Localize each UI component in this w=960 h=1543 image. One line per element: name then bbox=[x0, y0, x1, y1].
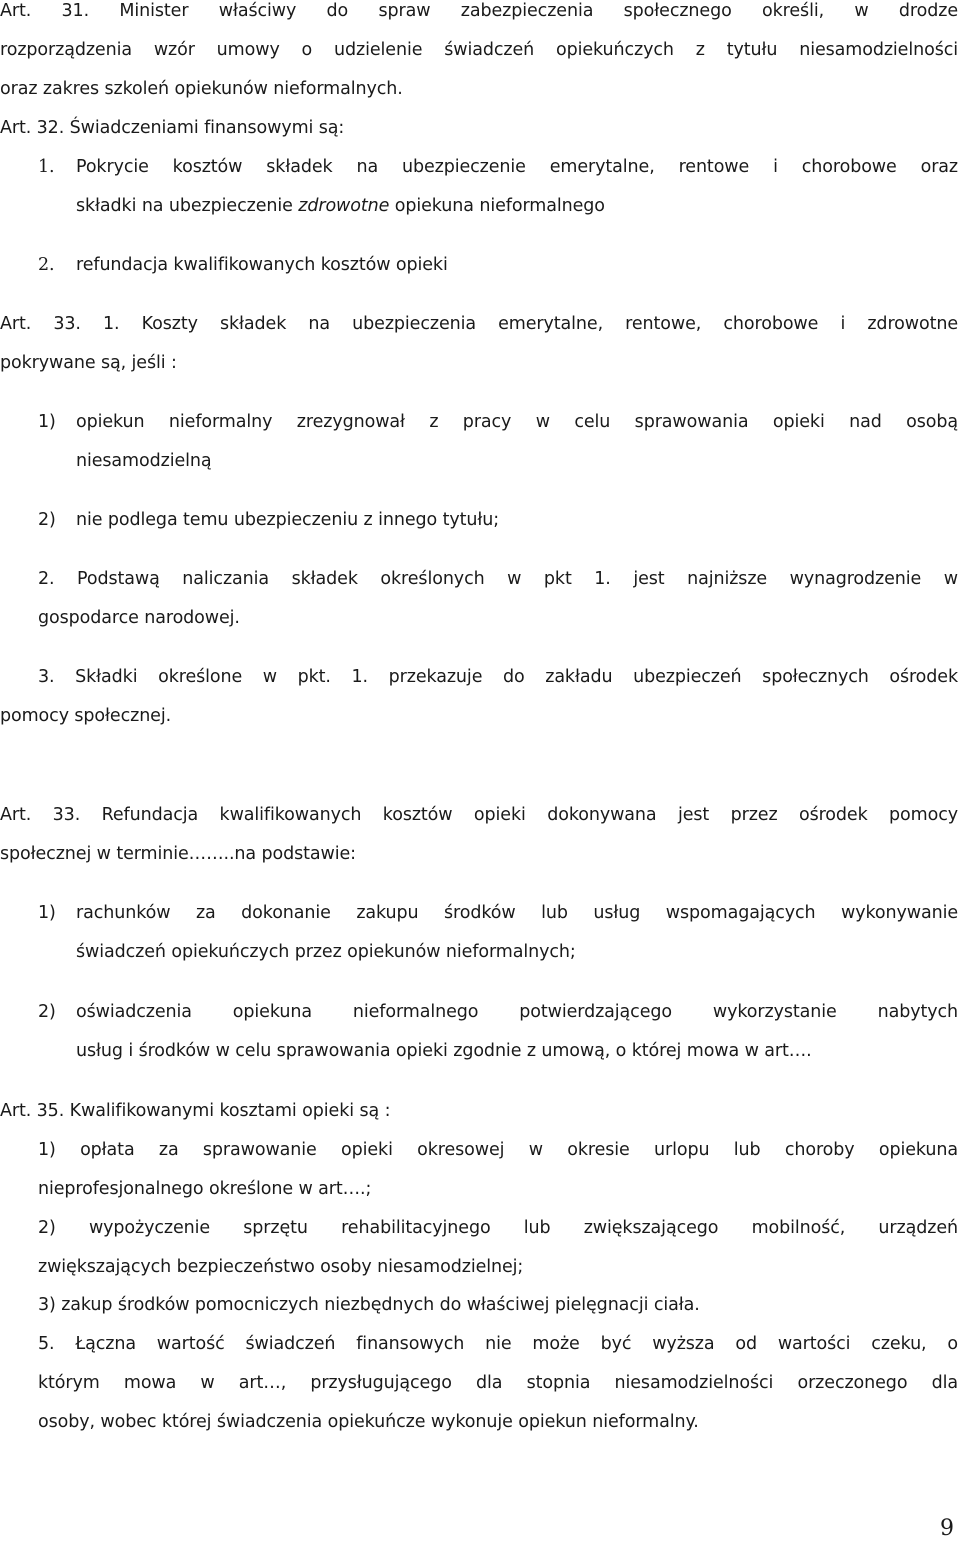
art35-point3-line1: 3) zakup środków pomocniczych niezbędnych do właściwej pielęgnacji ciała. bbox=[38, 1295, 700, 1315]
page-number: 9 bbox=[940, 1516, 954, 1541]
art32-item1-line1: Pokrycie kosztów składek na ubezpieczenie emerytalne, rentowe i chorobowe oraz bbox=[76, 157, 958, 177]
emphasis-zdrowotne: zdrowotne bbox=[298, 196, 390, 216]
art31-line1: Art. 31. Minister właściwy do spraw zabezpieczenia społecznego określi, w drodze bbox=[0, 1, 958, 21]
art35-point1-line2: nieprofesjonalnego określone w art….; bbox=[38, 1179, 372, 1199]
art33a-sec2-line2: gospodarce narodowej. bbox=[38, 608, 240, 628]
list-number: 1) bbox=[38, 412, 56, 432]
art33b-point2-line2: usług i środków w celu sprawowania opieki zgodnie z umową, o której mowa w art…. bbox=[76, 1041, 812, 1061]
art33b-line1: Art. 33. Refundacja kwalifikowanych kosztów opieki dokonywana jest przez ośrodek pomocy bbox=[0, 805, 958, 825]
art33a-point2-text: nie podlega temu ubezpieczeniu z innego tytułu; bbox=[76, 510, 499, 530]
art33b-point1-line2: świadczeń opiekuńczych przez opiekunów nieformalnych; bbox=[76, 942, 576, 962]
art35-point5-line1: 5. Łączna wartość świadczeń finansowych nie może być wyższa od wartości czeku, o bbox=[38, 1334, 958, 1354]
art35-point2-line2: zwiększających bezpieczeństwo osoby niesamodzielnej; bbox=[38, 1257, 524, 1277]
art35-point5-line3: osoby, wobec której świadczenia opiekuńcze wykonuje opiekun nieformalny. bbox=[38, 1412, 699, 1432]
art35-point1-line1: 1) opłata za sprawowanie opieki okresowej w okresie urlopu lub choroby opiekuna bbox=[38, 1140, 958, 1160]
art33a-line2: pokrywane są, jeśli : bbox=[0, 353, 177, 373]
art33a-sec2-line1: 2. Podstawą naliczania składek określonych w pkt 1. jest najniższe wynagrodzenie w bbox=[38, 569, 958, 589]
art33b-line2: społecznej w terminie……..na podstawie: bbox=[0, 844, 356, 864]
art33a-sec3-line2: pomocy społecznej. bbox=[0, 706, 172, 726]
list-number: 1. bbox=[38, 157, 55, 177]
art33a-line1: Art. 33. 1. Koszty składek na ubezpieczenia emerytalne, rentowe, chorobowe i zdrowotne bbox=[0, 314, 958, 334]
art33a-point1-line2: niesamodzielną bbox=[76, 451, 212, 471]
art32-item2-text: refundacja kwalifikowanych kosztów opieki bbox=[76, 255, 448, 275]
list-number: 2) bbox=[38, 510, 56, 530]
art35-heading: Art. 35. Kwalifikowanymi kosztami opieki są : bbox=[0, 1101, 391, 1121]
art35-point2-line1: 2) wypożyczenie sprzętu rehabilitacyjnego lub zwiększającego mobilność, urządzeń bbox=[38, 1218, 958, 1238]
art32-heading: Art. 32. Świadczeniami finansowymi są: bbox=[0, 118, 345, 138]
art35-point5-line2: którym mowa w art…, przysługującego dla stopnia niesamodzielności orzeczonego dla bbox=[38, 1373, 958, 1393]
art33b-point1-line1: rachunków za dokonanie zakupu środków lub usług wspomagających wykonywanie bbox=[76, 903, 958, 923]
art32-item1-line2: składki na ubezpieczenie zdrowotne opiekuna nieformalnego bbox=[76, 196, 605, 216]
art33a-sec3-line1: 3. Składki określone w pkt. 1. przekazuje do zakładu ubezpieczeń społecznych ośrodek bbox=[38, 667, 958, 687]
list-number: 1) bbox=[38, 903, 56, 923]
list-number: 2. bbox=[38, 255, 55, 275]
art33b-point2-line1: oświadczenia opiekuna nieformalnego potwierdzającego wykorzystanie nabytych bbox=[76, 1002, 958, 1022]
art31-line2: rozporządzenia wzór umowy o udzielenie świadczeń opiekuńczych z tytułu niesamodzielności bbox=[0, 40, 958, 60]
list-number: 2) bbox=[38, 1002, 56, 1022]
art31-line3: oraz zakres szkoleń opiekunów nieformalnych. bbox=[0, 79, 403, 99]
art33a-point1-line1: opiekun nieformalny zrezygnował z pracy w celu sprawowania opieki nad osobą bbox=[76, 412, 958, 432]
